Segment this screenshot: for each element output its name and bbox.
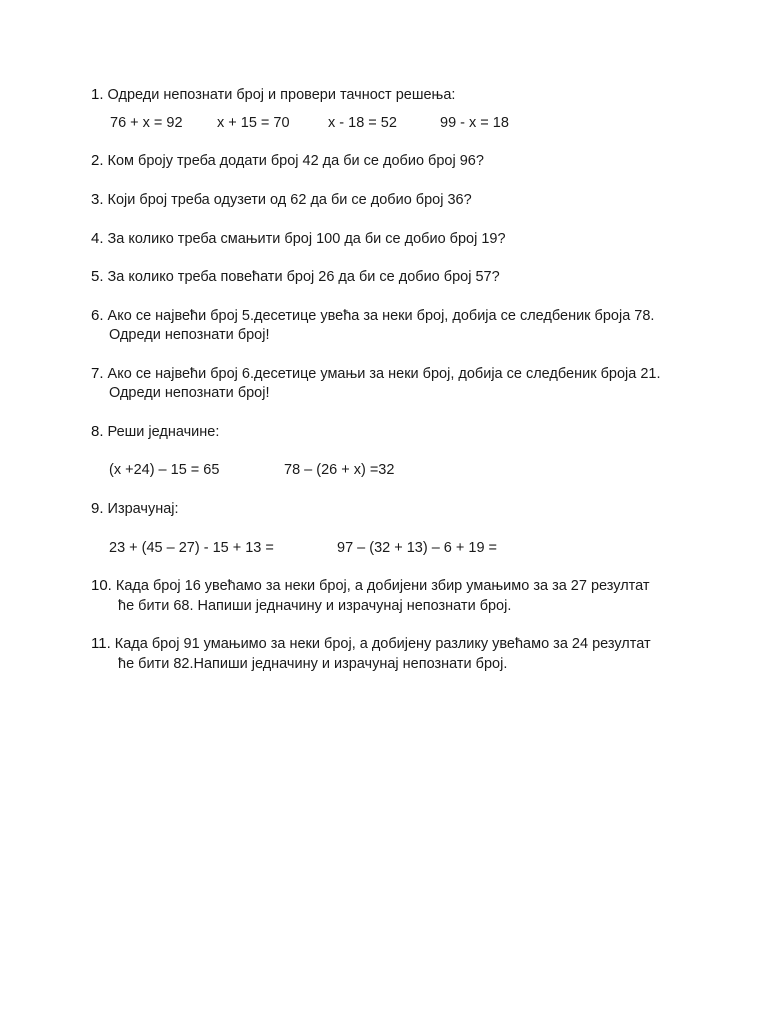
task-11-text-1: Када број 91 умањимо за неки број, а добијену разлику увећамо за 24 резултат [114,636,651,652]
task-1-number: 1. [91,86,104,103]
task-9-number: 9. [91,500,104,517]
task-7-text-1: Ако се највећи број 6.десетице умањи за неки број, добија се следбеник броја 21. [107,366,661,382]
task-5-text: За колико треба повећати број 26 да би се добио број 57? [107,269,500,285]
task-8-equation-1: (x +24) – 15 = 65 [109,462,220,478]
task-9-text: Израчунај: [107,501,179,517]
task-6-text-2: Одреди непознати број! [109,327,270,343]
task-6-line-1 [91,307,654,325]
task-1-text: Одреди непознати број и провери тачност решења: [107,87,456,103]
task-7-number: 7. [91,365,104,382]
task-11-text-2: ће бити 82.Напиши једначину и израчунај непознати број. [118,656,508,672]
task-7-text-2: Одреди непознати број! [109,385,270,401]
task-9-line [91,500,179,518]
task-10-number: 10. [91,577,112,594]
task-8-line [91,423,219,441]
task-6-text-1: Ако се највећи број 5.десетице увећа за неки број, добија се следбеник броја 78. [107,308,655,324]
task-2-line [91,152,484,170]
task-2-number: 2. [91,152,104,169]
task-1-line [91,86,455,104]
task-11-number: 11. [91,635,111,652]
task-4-line [91,230,506,248]
task-6-number: 6. [91,307,104,324]
task-2-text: Ком броју треба додати број 42 да би се добио број 96? [107,153,484,169]
task-8-text: Реши једначине: [107,424,220,440]
task-10-text-2: ће бити 68. Напиши једначину и израчунај непознати број. [118,598,512,614]
task-1-equation-2: x + 15 = 70 [217,115,290,131]
task-1-equation-4: 99 - x = 18 [440,115,509,131]
task-5-line [91,268,500,286]
task-5-number: 5. [91,268,104,285]
task-10-line-1 [91,577,650,595]
task-3-text: Који број треба одузети од 62 да би се добио број 36? [107,192,472,208]
task-9-equation-2: 97 – (32 + 13) – 6 + 19 = [337,540,498,556]
task-7-line-1 [91,365,660,383]
task-4-text: За колико треба смањити број 100 да би се добио број 19? [107,231,506,247]
task-11-line-1 [91,635,651,653]
task-3-number: 3. [91,191,104,208]
task-3-line [91,191,472,209]
task-1-equation-1: 76 + x = 92 [110,115,183,131]
task-9-equation-1: 23 + (45 – 27) - 15 + 13 = [109,540,274,556]
task-8-equation-2: 78 – (26 + x) =32 [284,462,395,478]
task-10-text-1: Када број 16 увећамо за неки број, а добијени збир умањимо за за 27 резултат [115,578,650,594]
task-1-equation-3: x - 18 = 52 [328,115,397,131]
task-8-number: 8. [91,423,104,440]
task-4-number: 4. [91,230,104,247]
